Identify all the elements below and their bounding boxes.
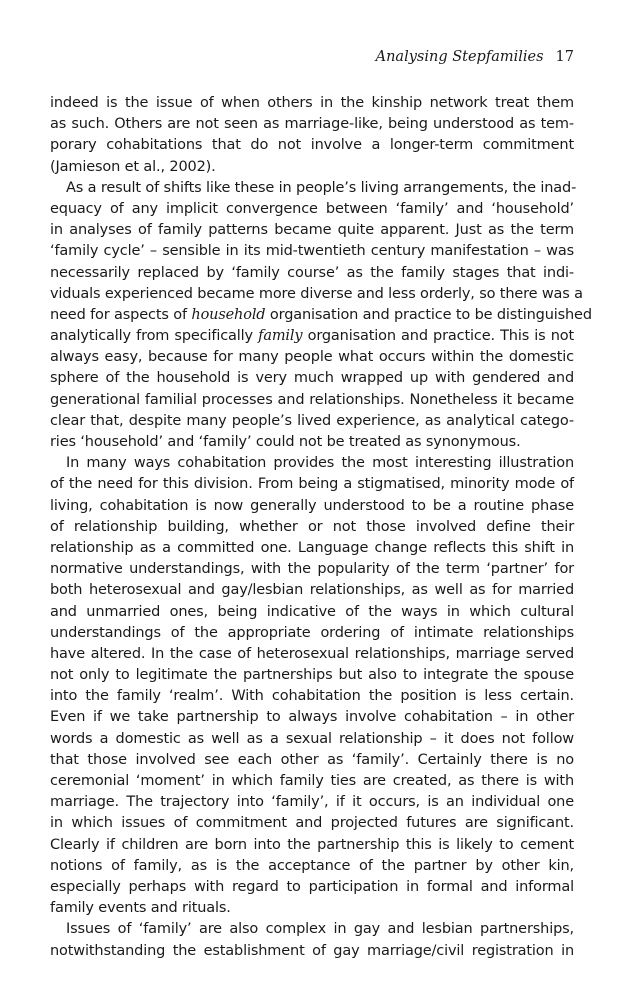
text-line: have altered. In the case of heterosexual relationships, marriage served	[50, 645, 574, 662]
body-text	[50, 93, 592, 962]
text-line: need for aspects of household organisation and practice to be distinguished	[50, 306, 592, 323]
text-line: viduals experienced became more diverse and less orderly, so there was a	[50, 285, 583, 302]
text-line: analytically from specifically family organisation and practice. This is not	[50, 328, 574, 345]
text-line: In many ways cohabitation provides the most interesting illustration	[66, 455, 574, 472]
text-line: understandings of the appropriate ordering of intimate relationships	[50, 624, 574, 641]
running-head	[376, 47, 574, 67]
text-line: ceremonial ‘moment’ in which family ties are created, as there is with	[50, 773, 574, 789]
italic-emphasis: family	[258, 328, 303, 345]
paragraph	[50, 453, 574, 919]
text-line: living, cohabitation is now generally understood to be a routine phase	[50, 497, 574, 514]
text-line: especially perhaps with regard to participation in formal and informal	[50, 878, 574, 895]
page-number: 17	[555, 49, 574, 65]
text-line: As a result of shifts like these in people’s living arrangements, the inad-	[66, 179, 577, 196]
text-line: marriage. The trajectory into ‘family’, if it occurs, is an individual one	[50, 794, 574, 811]
running-head-title: Analysing Stepfamilies	[375, 49, 544, 65]
text-line: equacy of any implicit convergence between ‘family’ and ‘household’	[50, 200, 574, 217]
text-line: both heterosexual and gay/lesbian relationships, as well as for married	[50, 582, 574, 599]
text-line: notwithstanding the establishment of gay marriage/civil registration in	[50, 942, 574, 959]
text-line: family events and rituals.	[50, 900, 231, 917]
paragraph	[50, 919, 574, 961]
text-line: of relationship building, whether or not those involved define their	[50, 518, 574, 535]
text-line: relationship as a committed one. Language change reflects this shift in	[50, 539, 574, 556]
text-line: Even if we take partnership to always involve cohabitation – in other	[50, 709, 574, 726]
italic-emphasis: household	[191, 306, 266, 323]
text-line: words a domestic as well as a sexual relationship – it does not follow	[50, 730, 574, 747]
text-line: necessarily replaced by ‘family course’ as the family stages that indi-	[50, 264, 574, 281]
text-line: that those involved see each other as ‘family’. Certainly there is no	[50, 751, 574, 768]
text-line: clear that, despite many people’s lived experience, as analytical catego-	[50, 412, 574, 429]
paragraph	[50, 93, 574, 178]
text-line: and unmarried ones, being indicative of the ways in which cultural	[50, 603, 574, 620]
text-line: of the need for this division. From being a stigmatised, minority mode of	[50, 476, 574, 493]
text-line: generational familial processes and relationships. Nonetheless it became	[50, 391, 574, 408]
text-line: porary cohabitations that do not involve a longer-term commitment	[50, 137, 574, 154]
text-line: normative understandings, with the popularity of the term ‘partner’ for	[50, 561, 574, 578]
text-line: (Jamieson et al., 2002).	[50, 158, 216, 175]
text-line: indeed is the issue of when others in the kinship network treat them	[50, 95, 574, 111]
text-line: ries ‘household’ and ‘family’ could not be treated as synonymous.	[50, 434, 521, 450]
text-line: always easy, because for many people what occurs within the domestic	[50, 349, 574, 366]
text-line: as such. Others are not seen as marriage-like, being understood as tem-	[50, 116, 574, 133]
text-line: in which issues of commitment and projected futures are significant.	[50, 815, 574, 832]
text-line: Clearly if children are born into the partnership this is likely to cement	[50, 836, 574, 853]
text-line: ‘family cycle’ – sensible in its mid-twentieth century manifestation – was	[50, 243, 574, 260]
text-line: sphere of the household is very much wrapped up with gendered and	[50, 370, 574, 387]
text-line: in analyses of family patterns became quite apparent. Just as the term	[50, 222, 574, 239]
paragraph	[50, 178, 592, 453]
text-line: not only to legitimate the partnerships but also to integrate the spouse	[50, 667, 574, 684]
text-line: notions of family, as is the acceptance of the partner by other kin,	[50, 857, 574, 874]
text-line: into the family ‘realm’. With cohabitation the position is less certain.	[50, 688, 574, 705]
text-line: Issues of ‘family’ are also complex in gay and lesbian partnerships,	[66, 921, 574, 938]
